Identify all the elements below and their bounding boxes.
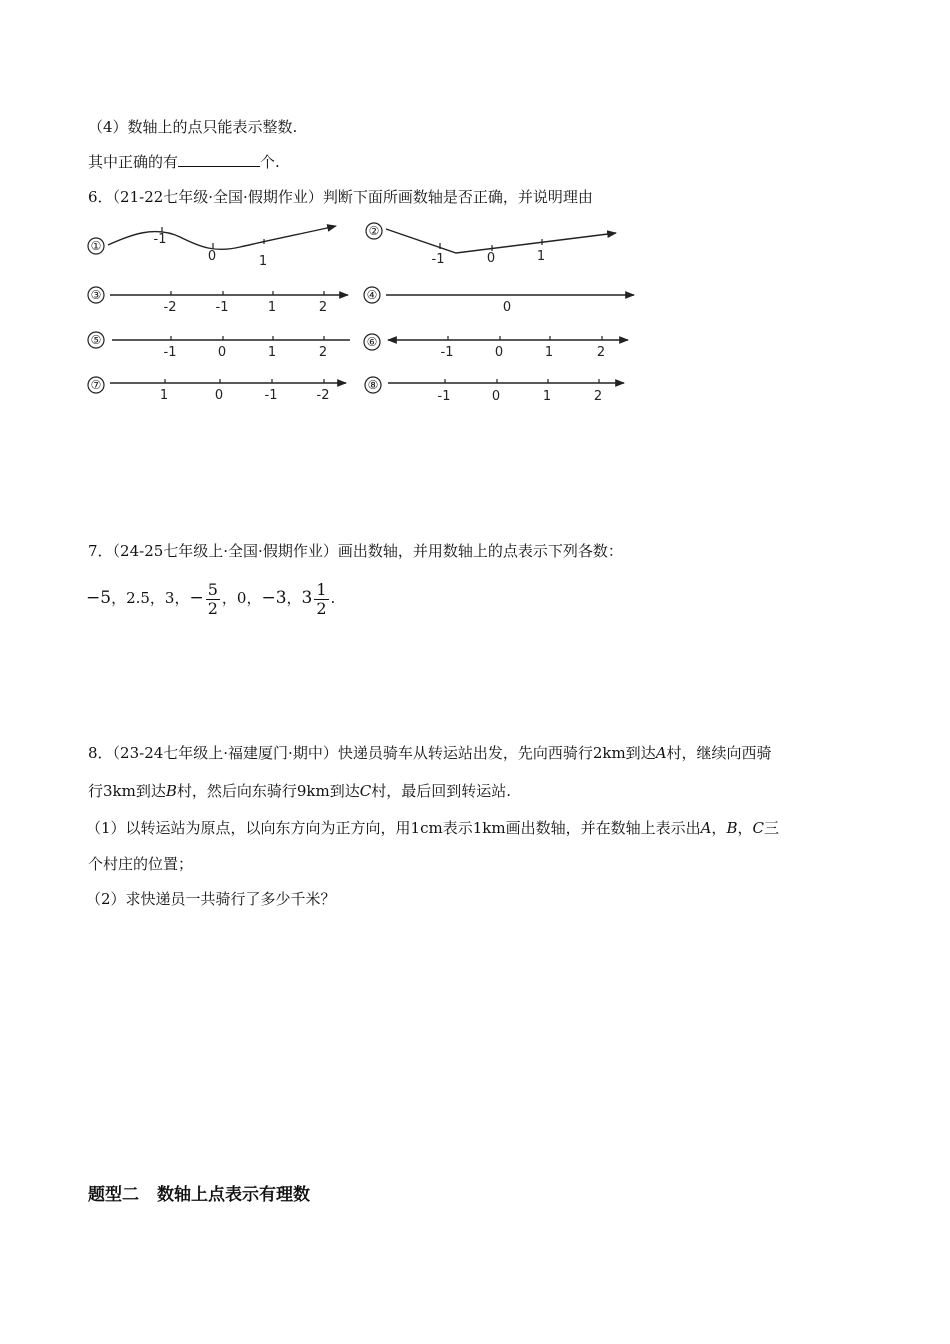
q7-title: 7．（24-25七年级上·全国·假期作业）画出数轴，并用数轴上的点表示下列各数： — [88, 542, 623, 560]
q8-village-c: C — [752, 819, 764, 837]
q8-line1 — [88, 742, 772, 764]
q8-text: 8．（23-24七年级上·福建厦门·期中）快递员骑车从转运站出发，先向西骑行2km到达 — [88, 744, 656, 762]
diagram-1-tick-label: 0 — [207, 249, 217, 264]
q8-part2: （2）求快递员一共骑行了多少千米？ — [86, 890, 336, 908]
q5-answer-prefix: 其中正确的有 — [88, 153, 179, 171]
q8-part1 — [86, 817, 779, 839]
diagram-2-label: ② — [368, 224, 380, 238]
q8-text: ， — [737, 819, 753, 837]
diagram-6-tick-label: 0 — [494, 345, 504, 360]
diagram-3-label: ③ — [90, 288, 102, 302]
diagram-2-tick-label: 1 — [536, 249, 546, 264]
q7-separator: ，0， — [221, 589, 262, 607]
q7-end: . — [330, 589, 336, 607]
diagram-1 — [88, 226, 336, 269]
q5-answer-blank[interactable] — [178, 152, 260, 167]
diagram-3-tick-label: -2 — [163, 300, 177, 315]
diagram-3-tick-label: -1 — [215, 300, 229, 315]
q8-text: 行3km到达 — [88, 782, 166, 800]
q5-answer-suffix: 个. — [260, 153, 280, 171]
diagram-8-tick-label: -1 — [437, 389, 451, 404]
q7-numbers — [86, 578, 335, 618]
diagram-6-tick-label: 1 — [544, 345, 554, 360]
q8-text: （1）以转运站为原点，以向东方向为正方向，用1cm表示1km画出数轴，并在数轴上表示出 — [86, 819, 701, 837]
q6-number-line-figure — [0, 215, 950, 415]
diagram-3-tick-label: 2 — [318, 300, 328, 315]
diagram-1-label: ① — [90, 239, 102, 253]
q7-number-sign: − — [189, 588, 204, 608]
diagram-2 — [366, 223, 616, 267]
section-heading — [88, 1180, 328, 1205]
diagram-4 — [364, 287, 634, 315]
q7-number: −3 — [261, 588, 287, 608]
diagram-8-tick-label: 1 — [542, 389, 552, 404]
diagram-8-tick-label: 2 — [593, 389, 603, 404]
diagram-3-tick-label: 1 — [267, 300, 277, 315]
diagram-4-label: ④ — [366, 288, 378, 302]
diagram-6 — [364, 334, 628, 360]
q8-village-b: B — [726, 819, 738, 837]
diagram-5-tick-label: 1 — [267, 345, 277, 360]
diagram-4-tick-label: 0 — [502, 300, 512, 315]
diagram-5-label: ⑤ — [90, 333, 102, 347]
q8-text: 村，继续向西骑 — [666, 744, 772, 762]
diagram-6-label: ⑥ — [366, 335, 378, 349]
q6-title: 6．（21-22七年级·全国·假期作业）判断下面所画数轴是否正确，并说明理由 — [88, 188, 593, 206]
q7-fraction — [206, 581, 220, 618]
diagram-7-label: ⑦ — [90, 378, 102, 392]
diagram-7-tick-label: 1 — [159, 388, 169, 403]
diagram-8 — [365, 377, 624, 404]
q8-text: ， — [711, 819, 727, 837]
diagram-7-tick-label: 0 — [214, 388, 224, 403]
diagram-1-tick-label: -1 — [153, 232, 167, 247]
q7-separator: ， — [286, 589, 302, 607]
q7-number: −5 — [86, 588, 112, 608]
diagram-8-label: ⑧ — [367, 378, 379, 392]
diagram-7-tick-label: -1 — [264, 388, 278, 403]
diagram-2-tick-label: 0 — [486, 251, 496, 266]
q5-item4: （4）数轴上的点只能表示整数. — [88, 118, 298, 136]
diagram-5-tick-label: 2 — [318, 345, 328, 360]
q7-fraction-denominator: 2 — [207, 598, 218, 618]
diagram-7-tick-label: -2 — [316, 388, 330, 403]
q8-village-b: B — [165, 782, 177, 800]
q8-text: 村，最后回到转运站. — [371, 782, 512, 800]
q7-fraction-numerator: 5 — [207, 579, 218, 599]
q7-fraction-numerator: 1 — [316, 579, 327, 599]
diagram-5 — [88, 332, 350, 360]
q7-mixed-whole: 3 — [301, 588, 313, 608]
q7-fraction-denominator: 2 — [316, 598, 327, 618]
q8-line2 — [88, 780, 511, 802]
diagram-5-tick-label: 0 — [217, 345, 227, 360]
diagram-7 — [88, 377, 346, 403]
q7-fraction — [314, 581, 328, 618]
diagram-5-tick-label: -1 — [163, 345, 177, 360]
diagram-8-tick-label: 0 — [491, 389, 501, 404]
q8-village-c: C — [359, 782, 372, 800]
q7-separator: ，2.5，3， — [111, 589, 190, 607]
q8-village-a: A — [655, 744, 667, 762]
section-title: 数轴上点表示有理数 — [157, 1185, 310, 1205]
q8-village-a: A — [700, 819, 712, 837]
diagram-6-tick-label: -1 — [440, 345, 454, 360]
q8-part1-cont: 个村庄的位置； — [88, 855, 194, 873]
diagram-6-tick-label: 2 — [596, 345, 606, 360]
diagram-2-tick-label: -1 — [431, 252, 445, 267]
q8-text: 村，然后向东骑行9km到达 — [176, 782, 360, 800]
q8-text: 三 — [763, 819, 779, 837]
diagram-1-tick-label: 1 — [258, 254, 268, 269]
q5-answer-line — [88, 151, 280, 173]
diagram-3 — [88, 287, 348, 315]
section-label: 题型二 — [88, 1185, 139, 1205]
